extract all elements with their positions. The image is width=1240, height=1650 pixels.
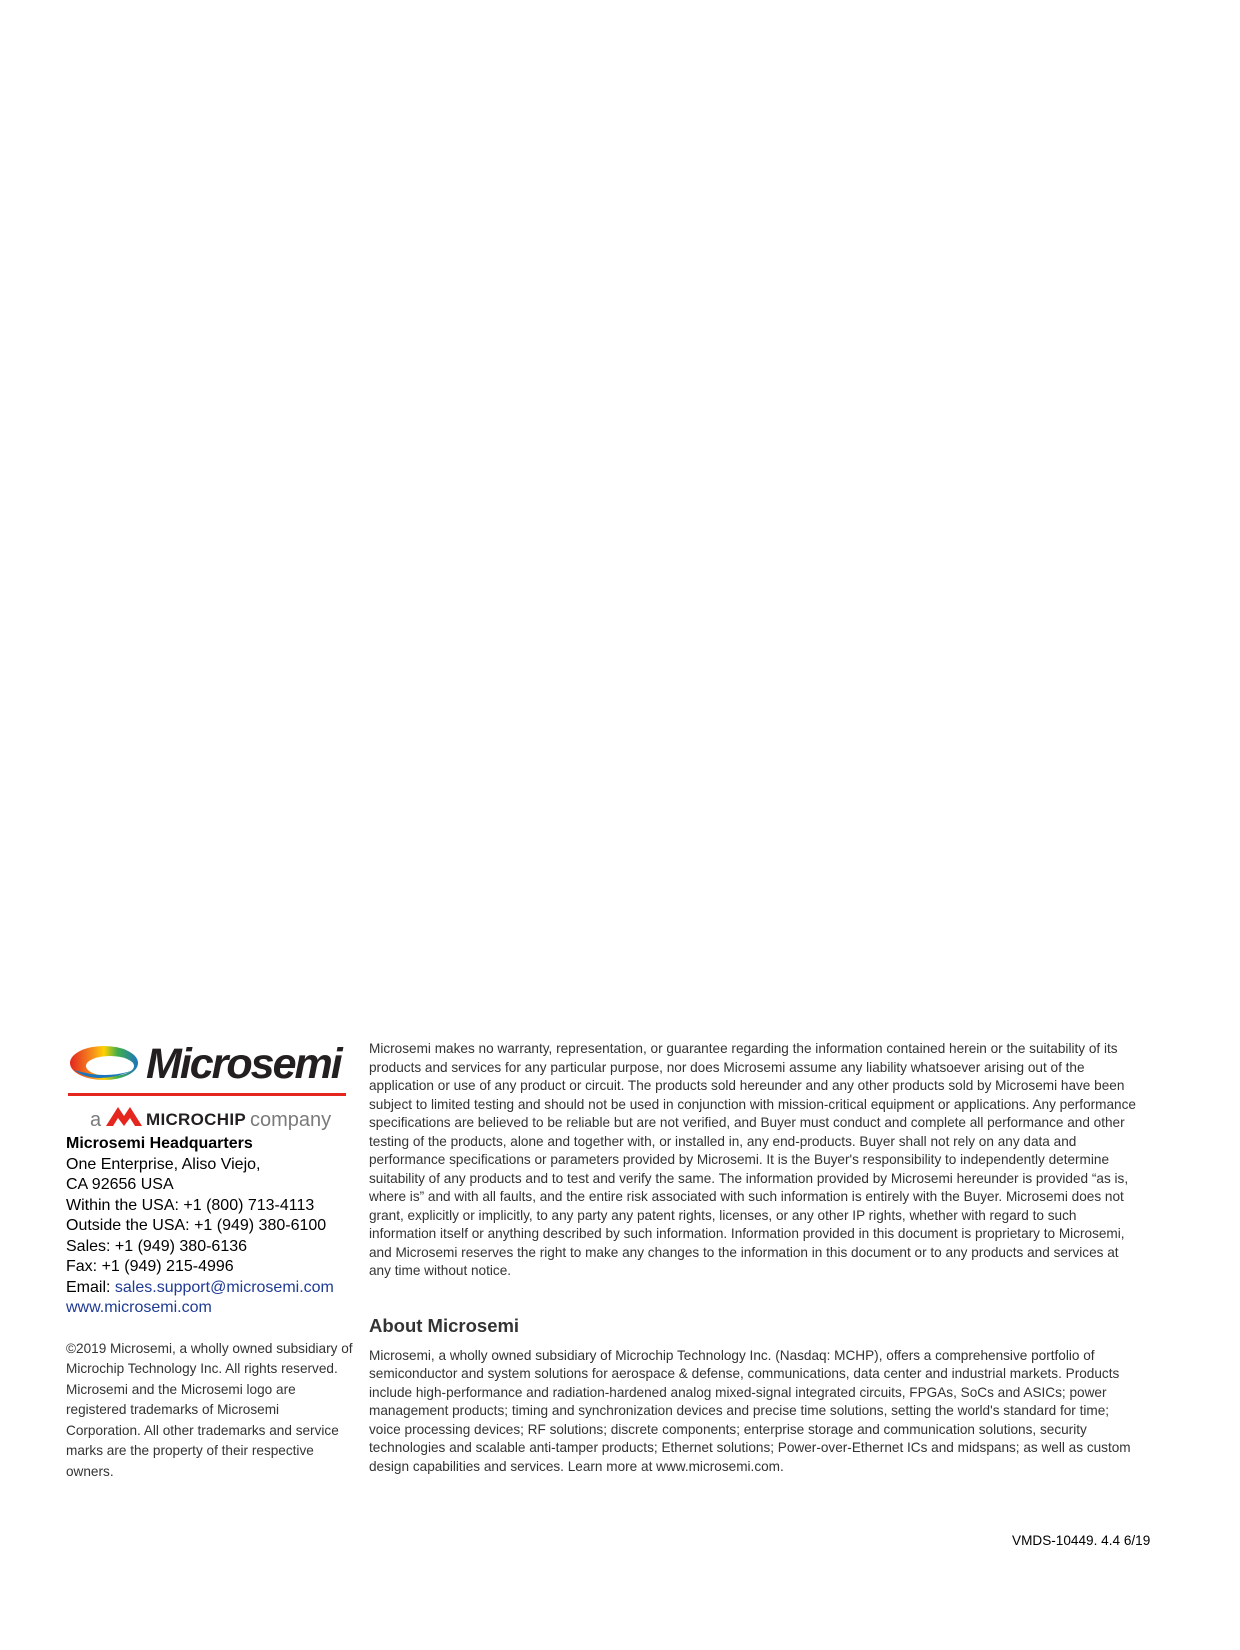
parent-brand: MICROCHIP [146, 1110, 246, 1129]
swoosh-icon [70, 1046, 138, 1080]
headquarters-block [66, 1134, 356, 1319]
hq-email-row [66, 1278, 356, 1299]
about-text: Microsemi, a wholly owned subsidiary of Microchip Technology Inc. (Nasdaq: MCHP), offers a comprehensive portfolio of semiconductor and system solutions for aerospace & defense, communications, data center and industrial markets. Products include high-performance and radiation-hardened analog mixed-signal integrated circuits, FPGAs, SoCs and ASICs; power management products; timing and synchronization devices and precise time solutions, setting the world's standard for time; voice processing devices; RF solutions; discrete components; enterprise storage and communication solutions, security technologies and scalable anti-tamper products; Ethernet solutions; Power-over-Ethernet ICs and midspans; as well as custom design capabilities and services. Learn more at www.microsemi.com. [369, 1347, 1131, 1474]
hq-address-line2: CA 92656 USA [66, 1176, 174, 1193]
tagline-suffix: company [250, 1109, 332, 1131]
hq-phone-outside-usa: Outside the USA: +1 (949) 380-6100 [66, 1217, 327, 1234]
hq-email-link[interactable]: sales.support@microsemi.com [114, 1278, 334, 1296]
copyright-notice: ©2019 Microsemi, a wholly owned subsidiary of Microchip Technology Inc. All rights reserved. Microsemi and the Microsemi logo are registered trademarks of Microsemi Corporation. All other trademarks and service marks are the property of their respective owners. [66, 1340, 353, 1479]
disclaimer-text: Microsemi makes no warranty, representation, or guarantee regarding the information contained herein or the suitability of its products and services for any particular purpose, nor does Microsemi assume any liability whatsoever arising out of the application or use of any product or circuit. The products sold hereunder and any other products sold by Microsemi have been subject to limited testing and should not be used in conjunction with mission-critical equipment or applications. Any performance specifications are believed to be reliable but are not verified, and Buyer must conduct and complete all performance and other testing of the products, alone and together with, or installed in, any end-products. Buyer shall not rely on any data and performance specifications or parameters provided by Microsemi. It is the Buyer's responsibility to independently determine suitability of any products and to test and verify the same. The information provided by Microsemi hereunder is provided “as is, where is” and with all faults, and the entire risk associated with such information is entirely with the Buyer. Microsemi does not grant, explicitly or implicitly, to any party any patent rights, licenses, or any other IP rights, whether with regard to such information itself or anything described by such information. Information provided in this document is proprietary to Microsemi, and Microsemi reserves the right to make any changes to the information in this document or to any products and services at any time without notice. [369, 1041, 1136, 1278]
microsemi-logo-graphic [66, 1040, 348, 1132]
hq-sales-phone: Sales: +1 (949) 380-6136 [66, 1237, 248, 1255]
right-column [369, 1040, 1139, 1476]
hq-fax: Fax: +1 (949) 215-4996 [66, 1258, 234, 1275]
brand-name: Microsemi [146, 1040, 341, 1088]
hq-address-line1: One Enterprise, Aliso Viejo, [66, 1155, 261, 1173]
hq-phone-within-usa: Within the USA: +1 (800) 713-4113 [66, 1196, 315, 1214]
tagline-prefix: a [90, 1109, 102, 1131]
left-column [66, 1040, 356, 1482]
hq-title: Microsemi Headquarters [66, 1135, 253, 1152]
logo-rule [68, 1093, 346, 1096]
hq-email-label: Email: [66, 1278, 115, 1296]
hq-website-link[interactable]: www.microsemi.com [66, 1299, 212, 1316]
about-title: About Microsemi [369, 1314, 520, 1336]
document-id: VMDS-10449. 4.4 6/19 [1012, 1533, 1151, 1548]
microsemi-logo [66, 1040, 348, 1132]
microchip-icon [106, 1107, 142, 1126]
